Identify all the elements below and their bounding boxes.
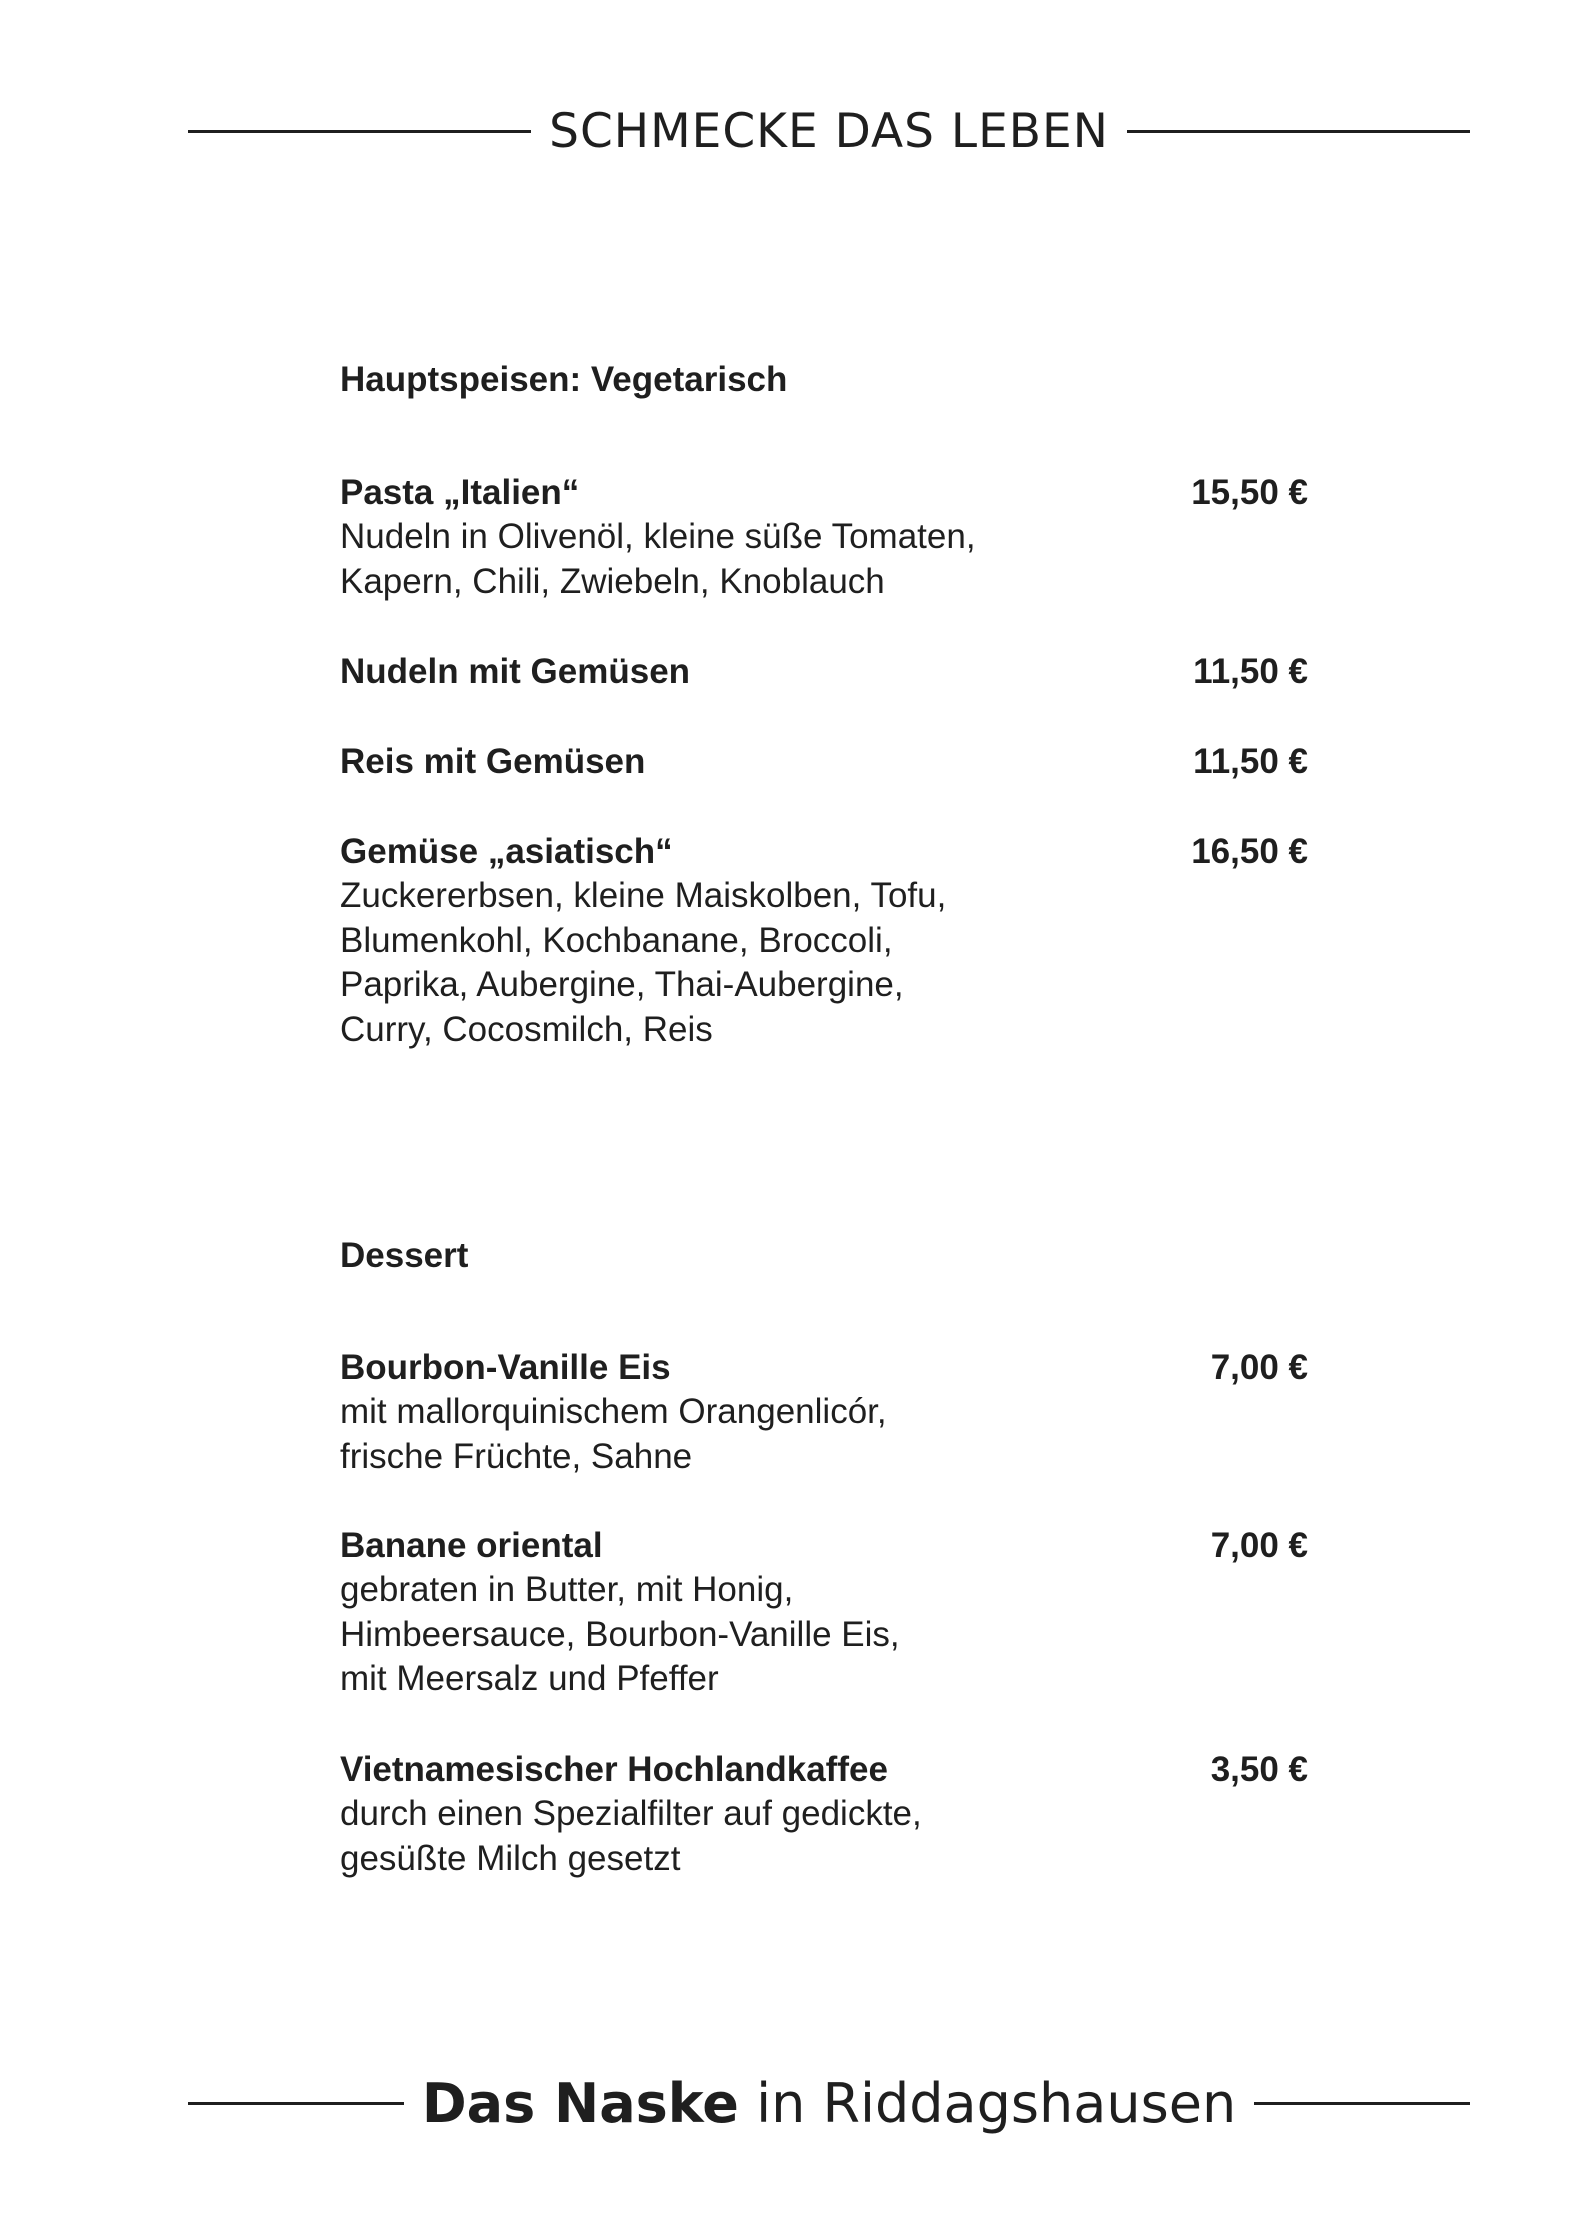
header-title: SCHMECKE DAS LEBEN [549,104,1109,159]
item-name: Pasta „Italien“ [340,473,580,512]
item-description-line: gesüßte Milch gesetzt [340,1838,681,1878]
section-dessert [340,1234,1308,1278]
menu-item [340,1524,1308,1702]
item-price: 16,50 € [1191,832,1308,871]
item-price: 3,50 € [1210,1750,1308,1789]
item-description-line: mit Meersalz und Pfeffer [340,1659,719,1698]
section-title: Hauptspeisen: Vegetarisch [340,360,788,399]
footer-location: in Riddagshausen [756,2072,1237,2135]
menu-item [340,1346,1308,1479]
header-bar [188,104,1470,159]
item-description-line: Zuckererbsen, kleine Maiskolben, Tofu, [340,876,947,915]
menu-item [340,1748,1308,1881]
item-description-line: Paprika, Aubergine, Thai-Aubergine, [340,965,904,1004]
footer-brand: Das Naske [421,2072,739,2135]
header-rule-right [1127,130,1470,133]
footer-signature [404,2072,1254,2135]
item-name: Gemüse „asiatisch“ [340,832,673,871]
menu-item [340,830,1308,1052]
item-price: 11,50 € [1193,742,1308,781]
item-price: 15,50 € [1191,473,1308,512]
footer-bar [188,2072,1470,2135]
footer-rule-right [1254,2102,1470,2105]
menu-item [340,650,1308,694]
item-description-line: durch einen Spezialfilter auf gedickte, [340,1794,922,1833]
item-description-line: frische Früchte, Sahne [340,1436,693,1476]
item-price: 7,00 € [1210,1348,1308,1387]
item-description-line: Curry, Cocosmilch, Reis [340,1009,713,1049]
item-description-line: gebraten in Butter, mit Honig, [340,1570,794,1609]
menu-item [340,740,1308,784]
section-main-dishes [340,358,1308,402]
item-name: Bourbon-Vanille Eis [340,1348,671,1387]
menu-item [340,471,1308,604]
item-price: 11,50 € [1193,652,1308,691]
item-name: Banane oriental [340,1526,603,1565]
item-name: Reis mit Gemüsen [340,742,646,781]
item-description-line: Himbeersauce, Bourbon-Vanille Eis, [340,1614,900,1654]
item-price: 7,00 € [1210,1526,1308,1565]
item-description-line: Blumenkohl, Kochbanane, Broccoli, [340,920,893,960]
item-description-line: mit mallorquinischem Orangenlicór, [340,1392,887,1431]
item-description-line: Nudeln in Olivenöl, kleine süße Tomaten, [340,517,976,556]
footer-rule-left [188,2102,404,2105]
item-name: Vietnamesischer Hochlandkaffee [340,1750,888,1789]
header-rule-left [188,130,531,133]
item-name: Nudeln mit Gemüsen [340,652,691,691]
section-title: Dessert [340,1236,469,1275]
item-description-line: Kapern, Chili, Zwiebeln, Knoblauch [340,561,885,601]
